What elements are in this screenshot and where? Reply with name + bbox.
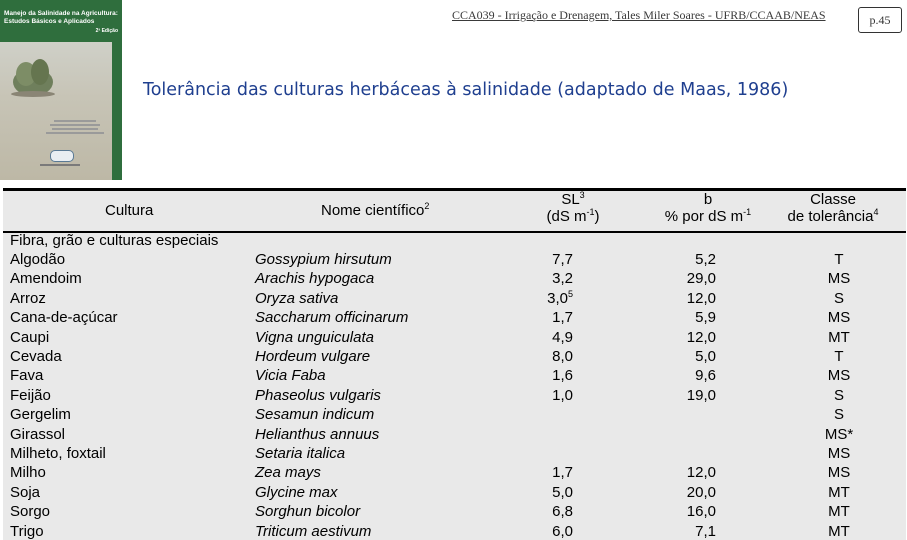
cell-b: 12,0 [686,289,716,307]
cell-sl: 3,2 [552,270,573,288]
cell-classe: MS [827,464,851,482]
cell-cultura: Milheto, foxtail [10,445,106,462]
cell-classe: S [833,386,844,404]
cell-b: 16,0 [686,503,716,521]
cell-b: 9,6 [695,367,716,385]
cell-sl: 8,0 [552,348,573,365]
cell-sl: 6,8 [552,503,573,521]
cell-classe: T [834,348,844,365]
table-row [3,367,906,386]
page-number: p.45 [858,7,902,33]
cell-nome-cientifico: Arachis hypogaca [255,270,375,288]
cell-cultura: Arroz [10,289,46,307]
table-row [3,309,906,328]
cell-classe: S [833,406,844,424]
cell-cultura: Algodão [10,251,66,268]
cell-nome-cientifico: Vigna unguiculata [255,328,374,346]
cell-b: 5,0 [695,348,716,365]
table-section-label: Fibra, grão e culturas especiais [10,232,219,249]
cell-classe: S [833,289,844,307]
cell-nome-cientifico: Hordeum vulgare [255,348,371,365]
table-row [3,348,906,367]
cell-cultura: Milho [10,464,46,482]
cell-classe: MS [827,445,851,462]
header-b: b % por dS $m^{-1}$ [664,191,752,225]
table-row [3,503,906,522]
publisher-logo [50,150,74,162]
header-classe: Classe de tolerância$^4$ [787,191,879,225]
table-row [3,484,906,503]
table-row [3,329,906,348]
cover-title [4,10,118,35]
table-row [3,251,906,270]
cell-classe: MS [827,270,851,288]
cell-classe: MT [828,483,850,501]
cell-sl: 1,7 [552,309,573,327]
cell-classe: T [834,251,844,268]
cell-classe: MT [828,328,850,346]
salinity-tolerance-table [3,188,906,540]
cell-sl: 5,0 [552,483,573,501]
cover-side-band [112,42,122,180]
cell-b: 20,0 [686,483,716,501]
cell-b: 5,9 [695,309,716,327]
cell-b: 19,0 [686,386,716,404]
table-row [3,523,906,540]
slide-title: Tolerância das culturas herbáceas à salinidade (adaptado de Maas, 1986) [143,80,789,100]
shrub-illustration [8,52,58,100]
cell-nome-cientifico: Sesamun indicum [255,406,375,424]
header-nome-cientifico: Nome científico$^2$ [321,201,430,219]
cell-sl: 7,7 [552,251,573,268]
cell-classe: MS [827,309,851,327]
cell-nome-cientifico: Zea mays [255,464,321,482]
cell-nome-cientifico: Triticum aestivum [255,522,372,540]
cell-nome-cientifico: Helianthus annuus [255,425,380,443]
cell-cultura: Cevada [10,348,62,365]
cell-nome-cientifico: Phaseolus vulgaris [255,386,381,404]
table-row [3,406,906,425]
table-row [3,445,906,464]
cell-nome-cientifico: Vicia Faba [255,367,326,385]
cell-b: 12,0 [686,328,716,346]
book-cover-image [0,0,122,180]
header-sl: $SL^3$ (dS $m^{-1}$) [546,190,600,225]
cell-nome-cientifico: Sorghun bicolor [255,503,361,521]
table-row [3,464,906,483]
cell-sl: 1,6 [552,367,573,385]
cell-classe: MS* [824,425,854,443]
cell-sl: 1,0 [552,386,573,404]
header-cultura: Cultura [105,202,154,219]
cell-b: 12,0 [686,464,716,482]
table-row [3,426,906,445]
cell-cultura: Soja [10,483,41,501]
cell-cultura: Caupi [10,328,50,346]
cell-nome-cientifico: Oryza sativa [255,289,339,307]
cell-b: 29,0 [686,270,716,288]
cover-title-text: Manejo da Salinidade na Agricultura: Estudos Básicos e Aplicados [4,10,118,25]
cell-sl: 1,7 [552,464,573,482]
cell-cultura: Gergelim [10,406,71,424]
table-row [3,270,906,289]
cell-cultura: Fava [10,367,44,385]
cell-sl: 6,0 [552,522,573,540]
cell-sl: $3,0^5$ [547,288,573,307]
cell-cultura: Cana-de-açúcar [10,309,118,327]
cell-classe: MT [828,503,850,521]
cell-classe: MS [827,367,851,385]
cell-b: 5,2 [695,251,716,268]
cell-nome-cientifico: Glycine max [255,483,338,501]
cell-cultura: Girassol [10,425,66,443]
cell-cultura: Trigo [10,522,44,540]
cell-cultura: Amendoim [10,270,82,288]
cell-sl: 4,9 [552,328,573,346]
cell-nome-cientifico: Setaria italica [255,445,346,462]
cell-cultura: Feijão [10,386,51,404]
cover-credits [40,118,110,136]
cover-footer-line [40,164,80,166]
cell-b: 7,1 [695,522,716,540]
table-row [3,387,906,406]
table-row [3,290,906,309]
course-header: CCA039 - Irrigação e Drenagem, Tales Miler Soares - UFRB/CCAAB/NEAS [452,8,826,22]
cover-edition: 2ª Edição [95,28,118,34]
cell-cultura: Sorgo [10,503,51,521]
cell-nome-cientifico: Saccharum officinarum [255,309,409,327]
cell-nome-cientifico: Gossypium hirsutum [255,251,392,268]
cell-classe: MT [828,522,850,540]
